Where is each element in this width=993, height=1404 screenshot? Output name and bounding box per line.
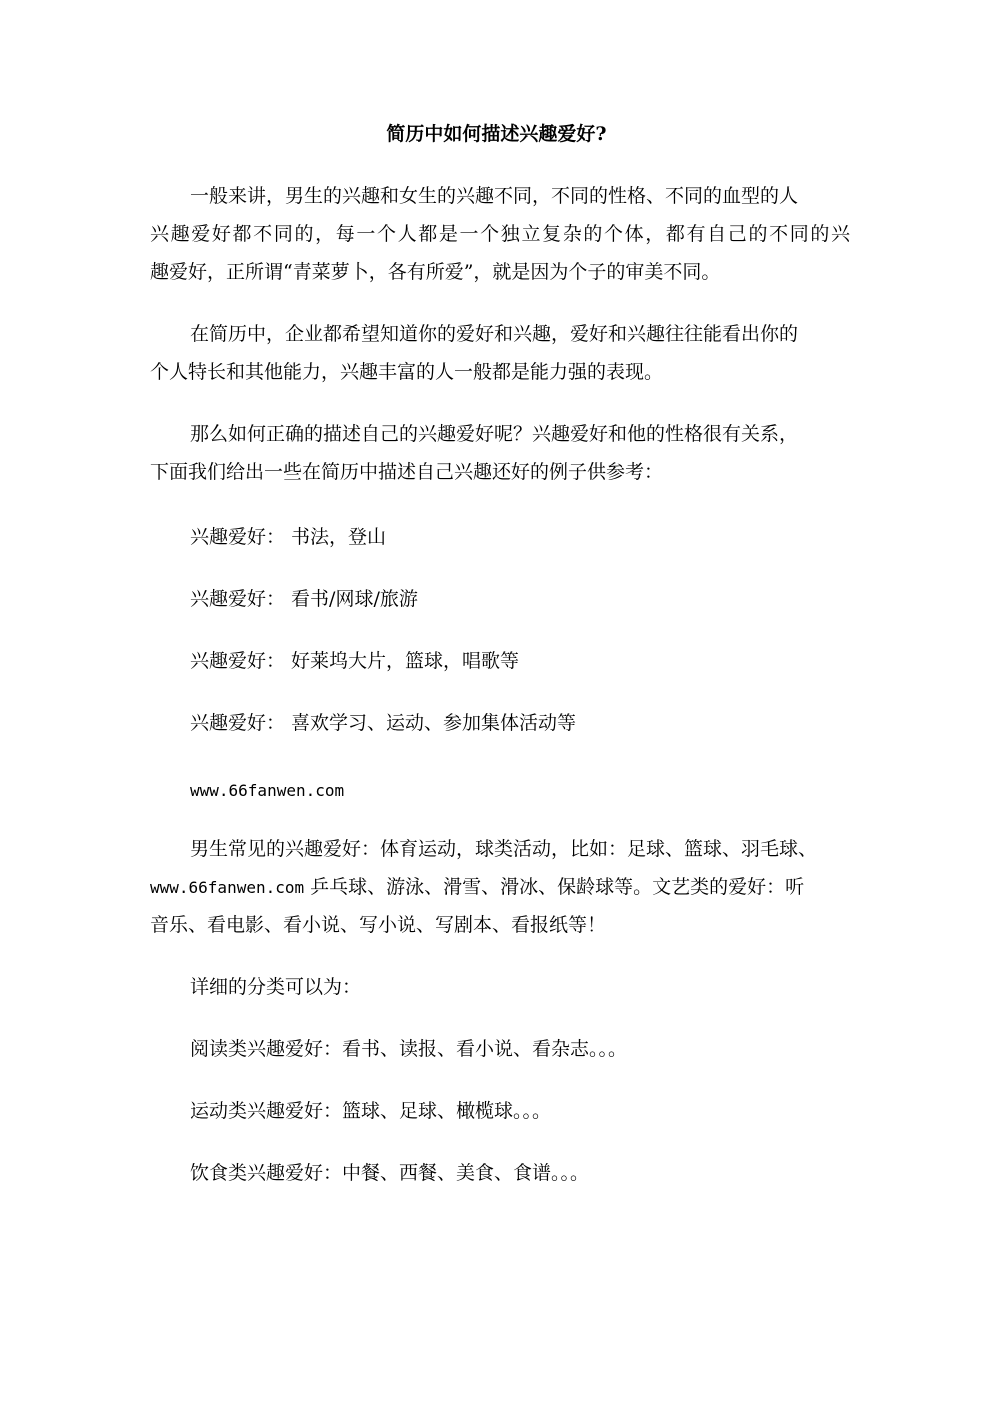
- example-item: 兴趣爱好： 喜欢学习、运动、参加集体活动等: [190, 712, 577, 734]
- example-item: 兴趣爱好： 好莱坞大片，篮球，唱歌等: [190, 650, 520, 672]
- paragraph-2-line-1: 在简历中，企业都希望知道你的爱好和兴趣，爱好和兴趣往往能看出你的: [190, 323, 799, 345]
- paragraph-4-line-3: 音乐、看电影、看小说、写小说、写剧本、看报纸等！: [150, 914, 607, 936]
- paragraph-4-line-2: [150, 874, 850, 901]
- website-watermark: www.66fanwen.com: [190, 781, 345, 800]
- category-item: 阅读类兴趣爱好：看书、读报、看小说、看杂志。。。: [190, 1038, 628, 1060]
- paragraph-4-line-1: 男生常见的兴趣爱好：体育运动，球类活动，比如：足球、篮球、羽毛球、: [190, 838, 818, 860]
- paragraph-1-line-3: 趣爱好，正所谓“青菜萝卜，各有所爱”，就是因为个子的审美不同。: [150, 261, 721, 283]
- website-watermark-inline: www.66fanwen.com: [150, 878, 305, 897]
- paragraph-2-line-2: 个人特长和其他能力，兴趣丰富的人一般都是能力强的表现。: [150, 361, 664, 383]
- paragraph-1-line-1: 一般来讲，男生的兴趣和女生的兴趣不同，不同的性格、不同的血型的人: [190, 185, 799, 207]
- document-title: 简历中如何描述兴趣爱好?: [386, 123, 607, 145]
- example-item: 兴趣爱好： 书法，登山: [190, 526, 387, 548]
- category-item: 运动类兴趣爱好：篮球、足球、橄榄球。。。: [190, 1100, 552, 1122]
- paragraph-3-line-2: 下面我们给出一些在简历中描述自己兴趣还好的例子供参考：: [150, 461, 664, 483]
- category-item: 饮食类兴趣爱好：中餐、西餐、美食、食谱。。。: [190, 1162, 590, 1184]
- categories-intro: 详细的分类可以为：: [190, 976, 362, 998]
- paragraph-1-line-2: 兴趣爱好都不同的，每一个人都是一个独立复杂的个体，都有自己的不同的兴: [150, 223, 850, 245]
- paragraph-3-line-1: 那么如何正确的描述自己的兴趣爱好呢？兴趣爱好和他的性格很有关系，: [190, 423, 799, 445]
- paragraph-4-line-2-text: 乒乓球、游泳、滑雪、滑冰、保龄球等。文艺类的爱好：听: [304, 876, 805, 898]
- example-item: 兴趣爱好： 看书/网球/旅游: [190, 588, 418, 610]
